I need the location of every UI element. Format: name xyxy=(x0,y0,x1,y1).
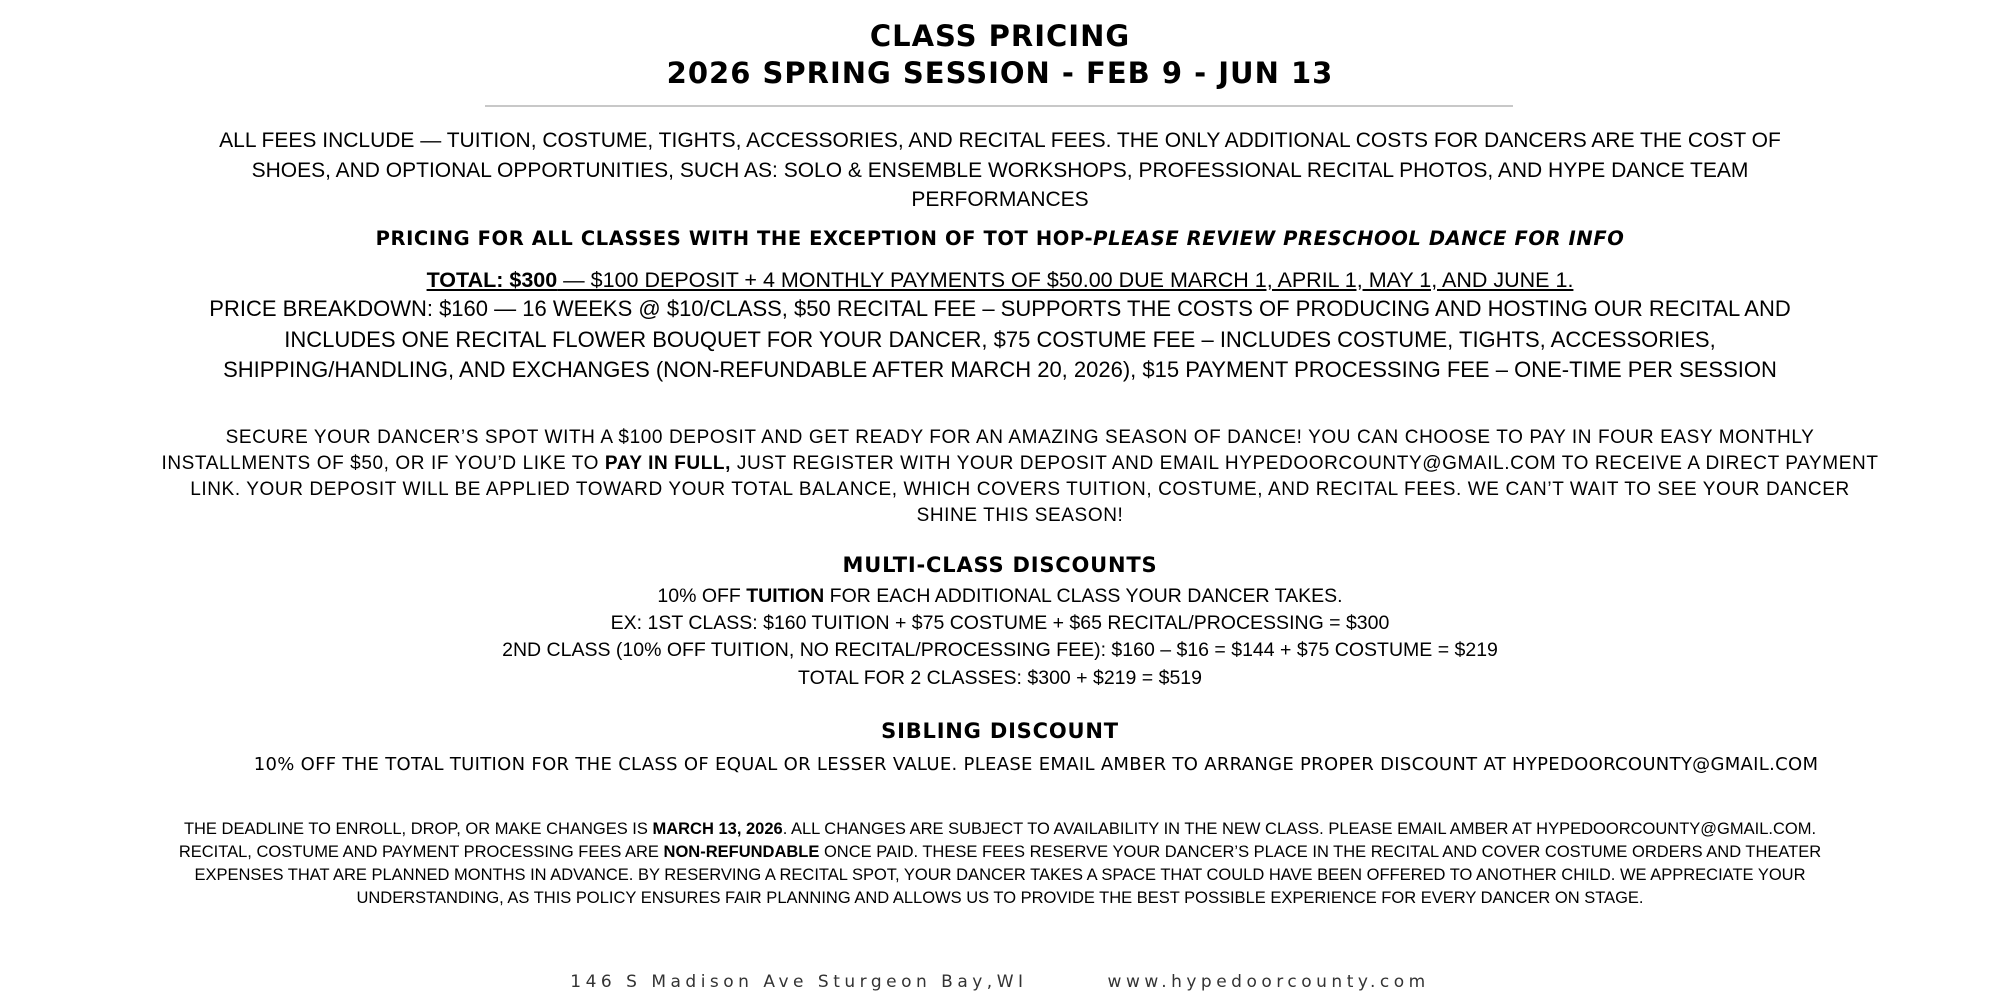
total-payment-plan: — $100 DEPOSIT + 4 MONTHLY PAYMENTS OF $50.00 DUE MARCH 1, APRIL 1, MAY 1, AND JUNE 1. xyxy=(557,268,1574,292)
deadline-date: MARCH 13, 2026 xyxy=(652,820,783,838)
pricing-note-italic: PLEASE REVIEW PRESCHOOL DANCE FOR INFO xyxy=(1093,227,1625,250)
multi-class-line-1 xyxy=(0,583,2000,610)
multi-class-details xyxy=(0,583,2000,692)
multi-class-line-1-post: FOR EACH ADDITIONAL CLASS YOUR DANCER TAKES. xyxy=(824,585,1343,607)
total-label: TOTAL: $300 xyxy=(426,268,558,292)
footer-address: 146 S Madison Ave Sturgeon Bay,WI xyxy=(570,972,1028,992)
deposit-info-part2: JUST REGISTER WITH YOUR DEPOSIT AND EMAIL HYPEDOORCOUNTY@GMAIL.COM TO RECEIVE A DIRECT PAYMENT LINK. YOUR DEPOSIT WILL BE APPLIED TOWARD YOUR TOTAL BALANCE, WHICH COVERS TUITION, COSTUME, AND RECITAL FEES. WE CAN’T WAIT TO SEE YOUR DANCER SHINE THIS SEASON! xyxy=(190,453,1879,526)
non-refundable-label: NON-REFUNDABLE xyxy=(663,843,820,861)
multi-class-line-2: EX: 1ST CLASS: $160 TUITION + $75 COSTUME + $65 RECITAL/PROCESSING = $300 xyxy=(610,612,1390,635)
multi-class-line-4: TOTAL FOR 2 CLASSES: $300 + $219 = $519 xyxy=(798,666,1202,689)
sibling-discount-heading: SIBLING DISCOUNT xyxy=(881,719,1119,743)
price-breakdown: PRICE BREAKDOWN: $160 — 16 WEEKS @ $10/CLASS, $50 RECITAL FEE – SUPPORTS THE COSTS OF PRODUCING AND HOSTING OUR RECITAL AND INCLUDES ONE RECITAL FLOWER BOUQUET FOR YOUR DANCER, $75 COSTUME FEE – INCLUDES COSTUME, TIGHTS, ACCESSORIES, SHIPPING/HANDLING, AND EXCHANGES (NON-REFUNDABLE AFTER MARCH 20, 2026), $15 PAYMENT PROCESSING FEE – ONE-TIME PER SESSION xyxy=(209,296,1791,382)
footer-website: www.hypedoorcounty.com xyxy=(1107,972,1430,992)
multi-class-line-1-pre: 10% OFF xyxy=(657,585,747,607)
title-line-1: CLASS PRICING xyxy=(869,19,1131,53)
pricing-note-main: PRICING FOR ALL CLASSES WITH THE EXCEPTION OF TOT HOP- xyxy=(375,227,1094,250)
multi-class-heading: MULTI-CLASS DISCOUNTS xyxy=(842,553,1158,577)
deposit-info-bold: PAY IN FULL, xyxy=(604,453,732,474)
pricing-note xyxy=(0,226,2000,252)
multi-class-line-3: 2ND CLASS (10% OFF TUITION, NO RECITAL/PROCESSING FEE): $160 – $16 = $144 + $75 COSTUME = $219 xyxy=(502,639,1498,662)
footer xyxy=(0,970,2000,994)
deadline-part3: ONCE PAID. THESE FEES RESERVE YOUR DANCER’S PLACE IN THE RECITAL AND COVER COSTUME ORDERS AND THEATER EXPENSES THAT ARE PLANNED MONTHS IN ADVANCE. BY RESERVING A RECITAL SPOT, YOUR DANCER TAKES A SPACE THAT COULD HAVE BEEN OFFERED TO ANOTHER CHILD. WE APPRECIATE YOUR UNDERSTANDING, AS THIS POLICY ENSURES FAIR PLANNING AND ALLOWS US TO PROVIDE THE BEST POSSIBLE EXPERIENCE FOR EVERY DANCER ON STAGE. xyxy=(194,843,1822,907)
multi-class-line-1-bold: TUITION xyxy=(746,585,825,607)
title-divider xyxy=(485,105,1513,107)
deadline-part1: THE DEADLINE TO ENROLL, DROP, OR MAKE CHANGES IS xyxy=(183,820,653,838)
deadline-policy-paragraph xyxy=(150,818,1850,910)
deadline-part2: . ALL CHANGES ARE SUBJECT TO AVAILABILITY IN THE NEW CLASS. PLEASE EMAIL AMBER AT HYPEDOORCOUNTY@GMAIL.COM. RECITAL, COSTUME AND PAYMENT PROCESSING FEES ARE xyxy=(178,820,1817,861)
page-title xyxy=(0,18,2000,92)
title-line-2: 2026 SPRING SESSION - FEB 9 - JUN 13 xyxy=(666,56,1334,90)
sibling-discount-text: 10% OFF THE TOTAL TUITION FOR THE CLASS OF EQUAL OR LESSER VALUE. PLEASE EMAIL AMBER TO ARRANGE PROPER DISCOUNT AT HYPEDOORCOUNTY@GMAIL.COM xyxy=(253,754,1819,775)
fees-include-paragraph: ALL FEES INCLUDE — TUITION, COSTUME, TIGHTS, ACCESSORIES, AND RECITAL FEES. THE ONLY ADDITIONAL COSTS FOR DANCERS ARE THE COST OF SHOES, AND OPTIONAL OPPORTUNITIES, SUCH AS: SOLO & ENSEMBLE WORKSHOPS, PROFESSIONAL RECITAL PHOTOS, AND HYPE DANCE TEAM PERFORMANCES xyxy=(219,129,1781,211)
deposit-info-part1: SECURE YOUR DANCER’S SPOT WITH A $100 DEPOSIT AND GET READY FOR AN AMAZING SEASON OF DANCE! YOU CAN CHOOSE TO PAY IN FOUR EASY MONTHLY INSTALLMENTS OF $50, OR IF YOU’D LIKE TO xyxy=(161,427,1815,474)
sibling-discount-text-row xyxy=(0,752,2000,778)
deposit-info-paragraph xyxy=(160,425,1880,529)
total-line xyxy=(0,265,2000,295)
